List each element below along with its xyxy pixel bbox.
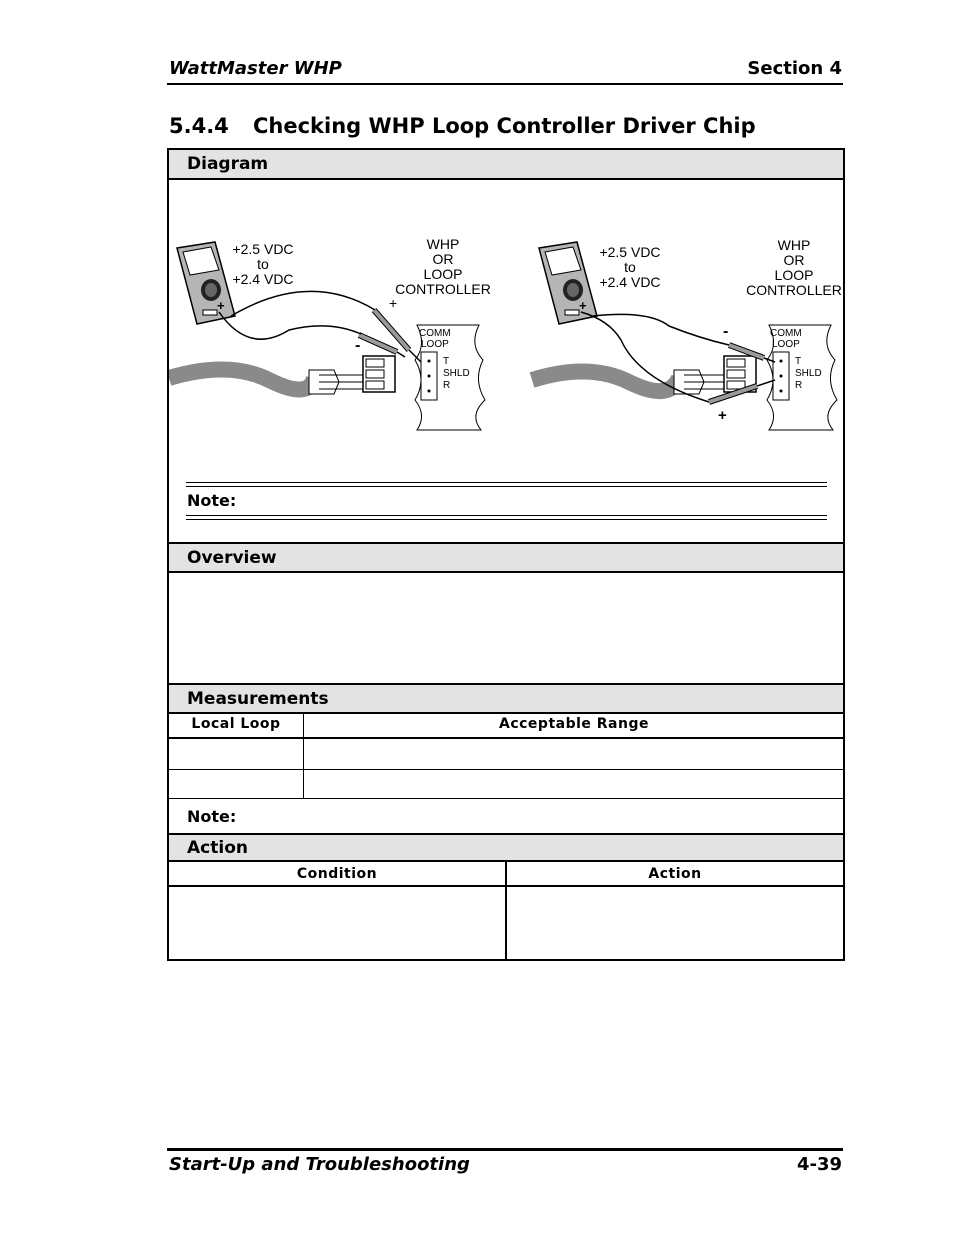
right-controller-line2: OR [783, 252, 805, 268]
right-reading-line2: to [624, 259, 636, 275]
right-meter-plus: + [579, 298, 587, 313]
right-controller-line1: WHP [777, 237, 811, 253]
measurements-heading: Measurements [169, 683, 843, 714]
left-wiring-diagram [169, 236, 491, 430]
left-controller-line2: OR [432, 251, 454, 267]
left-r-label: R [443, 380, 451, 391]
section-title-text: Checking WHP Loop Controller Driver Chip [253, 114, 756, 138]
diagram-note-label: Note: [187, 491, 237, 510]
diagram-note-top-rule [186, 482, 827, 487]
measurements-col-acceptable-range: Acceptable Range [499, 716, 649, 732]
header-rule [167, 83, 843, 85]
left-comm-label: COMM [419, 328, 451, 339]
left-meter-plus: + [217, 298, 225, 313]
page-footer-left: Start-Up and Troubleshooting [169, 1154, 470, 1175]
right-probe-minus: - [723, 323, 729, 340]
page-header-right: Section 4 [747, 58, 842, 79]
left-multimeter-icon [177, 242, 235, 324]
left-reading-line3: +2.4 VDC [232, 271, 294, 287]
action-col-condition: Condition [296, 866, 378, 882]
left-loop-label: LOOP [421, 339, 449, 350]
right-comm-label: COMM [770, 328, 802, 339]
right-reading-line3: +2.4 VDC [599, 274, 661, 290]
left-probe-minus: - [355, 337, 361, 354]
troubleshooting-frame [167, 148, 845, 961]
right-t-label: T [795, 356, 802, 367]
action-col-action: Action [648, 866, 702, 882]
footer-rule [167, 1148, 843, 1151]
measurements-col-divider [303, 714, 304, 799]
measurements-row2-rule [169, 798, 843, 799]
measurements-note-label: Note: [187, 807, 237, 826]
page-number: 4-39 [796, 1154, 842, 1175]
right-multimeter-icon [539, 242, 597, 324]
wiring-diagram [169, 230, 843, 440]
left-controller-line1: WHP [426, 236, 460, 252]
right-wiring-diagram [532, 237, 842, 430]
section-number: 5.4.4 [169, 114, 229, 138]
diagram-heading: Diagram [169, 150, 843, 180]
left-probe-plus: + [389, 295, 398, 311]
right-probe-plus: + [718, 407, 727, 424]
measurements-col-local-loop: Local Loop [191, 716, 281, 732]
page-header-left: WattMaster WHP [169, 58, 342, 79]
left-reading-line2: to [257, 256, 269, 272]
diagram-note-bottom-rule [186, 515, 827, 520]
action-col-divider [505, 862, 507, 959]
right-controller-line3: LOOP [774, 267, 814, 283]
measurements-row1-rule [169, 769, 843, 770]
left-shld-label: SHLD [443, 368, 470, 379]
measurements-header-rule [169, 737, 843, 739]
action-heading: Action [169, 833, 843, 862]
right-controller-line4: CONTROLLER [746, 282, 842, 298]
overview-heading: Overview [169, 542, 843, 573]
right-shld-label: SHLD [795, 368, 822, 379]
left-reading-line1: +2.5 VDC [232, 241, 294, 257]
section-title [169, 114, 756, 138]
right-reading-line1: +2.5 VDC [599, 244, 661, 260]
right-loop-label: LOOP [772, 339, 800, 350]
left-t-label: T [443, 356, 450, 367]
left-controller-line3: LOOP [423, 266, 463, 282]
right-r-label: R [795, 380, 803, 391]
left-controller-line4: CONTROLLER [395, 281, 491, 297]
